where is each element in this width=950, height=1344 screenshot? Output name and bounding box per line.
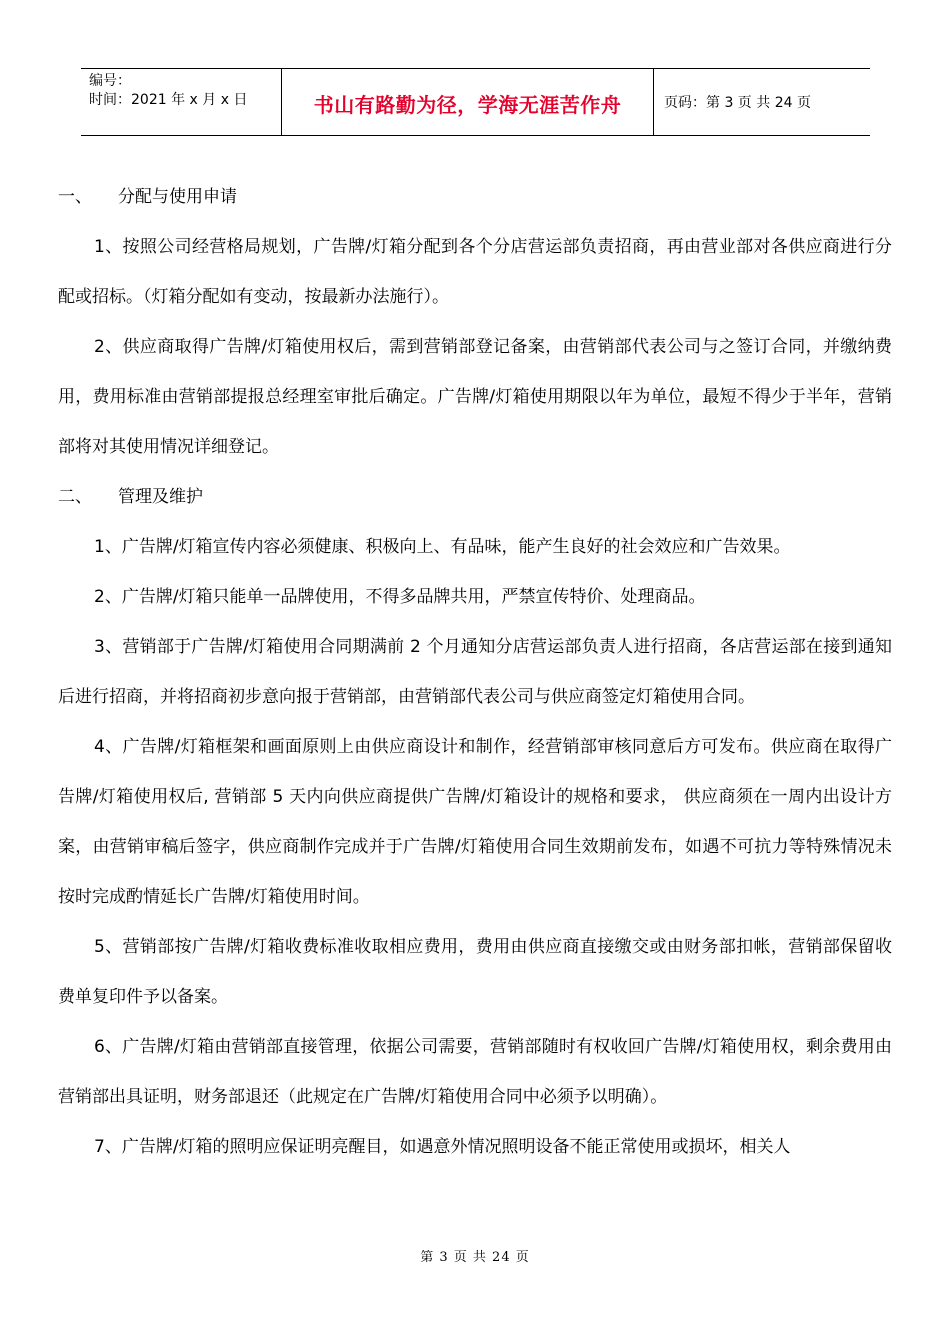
time-label: 时间：2021 年 x 月 x 日	[89, 92, 248, 108]
paragraph: 1、广告牌/灯箱宣传内容必须健康、积极向上、有品味，能产生良好的社会效应和广告效果。	[94, 537, 791, 557]
paragraph: 5、营销部按广告牌/灯箱收费标准收取相应费用，费用由供应商直接缴交或由财务部扣帐，营销部保留收费单复印件予以备案。	[58, 937, 892, 1007]
document-body	[58, 172, 892, 1172]
paragraph: 7、广告牌/灯箱的照明应保证明亮醒目，如遇意外情况照明设备不能正常使用或损坏，相关人	[94, 1137, 791, 1157]
section-heading	[58, 472, 892, 522]
paragraph: 2、供应商取得广告牌/灯箱使用权后，需到营销部登记备案，由营销部代表公司与之签订合同，并缴纳费用，费用标准由营销部提报总经理室审批后确定。广告牌/灯箱使用期限以年为单位，最短不得少于半年，营销部将对其使用情况详细登记。	[58, 337, 892, 457]
section-number: 二、	[58, 487, 92, 507]
paragraph: 4、广告牌/灯箱框架和画面原则上由供应商设计和制作，经营销部审核同意后方可发布。供应商在取得广告牌/灯箱使用权后, 营销部 5 天内向供应商提供广告牌/灯箱设计的规格和要求， 供应商须在一周内出设计方案，由营销审稿后签字，供应商制作完成并于广告牌/灯箱使用合同生效期前发布，如遇不可抗力等特殊情况未按时完成酌情延长广告牌/灯箱使用时间。	[58, 737, 892, 907]
header-page-info: 页码：第 3 页 共 24 页	[664, 95, 811, 111]
paragraph: 3、营销部于广告牌/灯箱使用合同期满前 2 个月通知分店营运部负责人进行招商，各店营运部在接到通知后进行招商，并将招商初步意向报于营销部，由营销部代表公司与供应商签定灯箱使用合同。	[58, 637, 892, 707]
header-meta	[81, 69, 281, 135]
section-title: 管理及维护	[118, 487, 203, 507]
number-label: 编号：	[89, 73, 131, 89]
paragraph: 1、按照公司经营格局规划，广告牌/灯箱分配到各个分店营运部负责招商，再由营业部对各供应商进行分配或招标。（灯箱分配如有变动，按最新办法施行）。	[58, 237, 892, 307]
page-footer: 第 3 页 共 24 页	[420, 1250, 530, 1265]
page-header	[81, 68, 870, 136]
section-number: 一、	[58, 187, 92, 207]
paragraph: 2、广告牌/灯箱只能单一品牌使用，不得多品牌共用，严禁宣传特价、处理商品。	[94, 587, 706, 607]
paragraph: 6、广告牌/灯箱由营销部直接管理，依据公司需要，营销部随时有权收回广告牌/灯箱使用权，剩余费用由营销部出具证明，财务部退还（此规定在广告牌/灯箱使用合同中必须予以明确）。	[58, 1037, 892, 1107]
section-heading	[58, 172, 892, 222]
header-motto: 书山有路勤为径，学海无涯苦作舟	[281, 69, 654, 135]
section-title: 分配与使用申请	[118, 187, 237, 207]
